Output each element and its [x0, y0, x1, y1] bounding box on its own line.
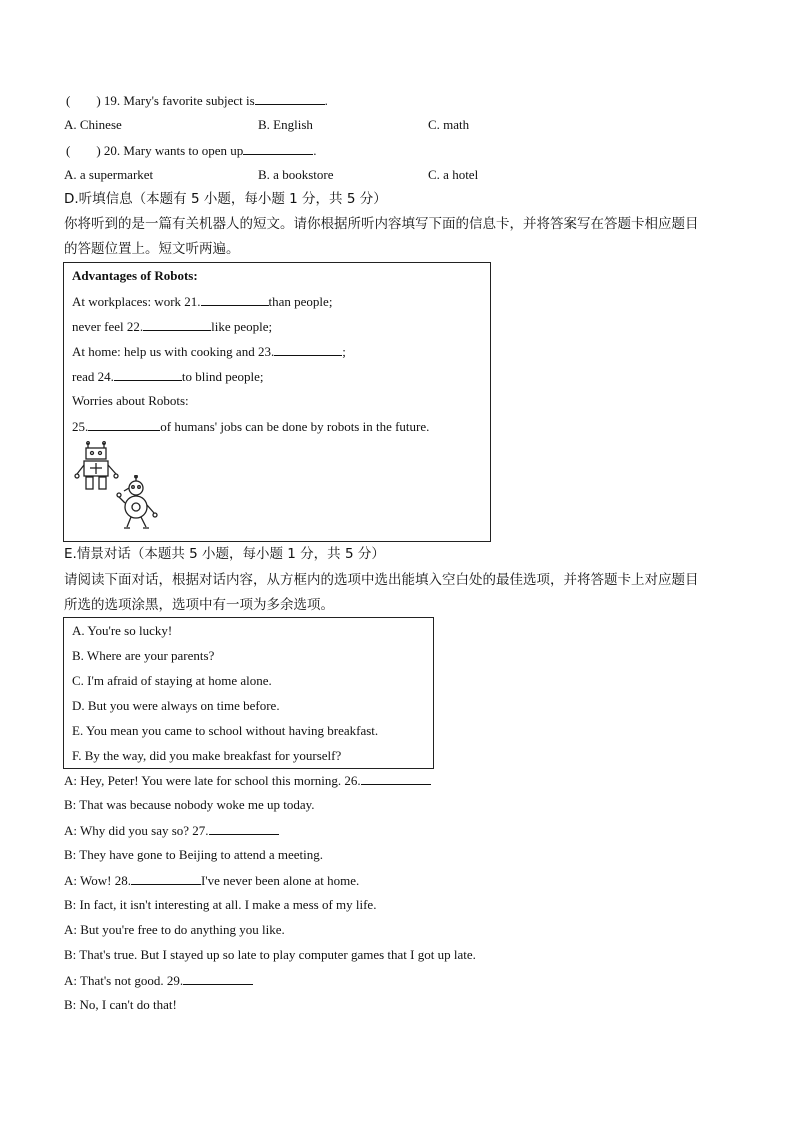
option-c: C. a hotel	[428, 167, 479, 182]
option-item: C. I'm afraid of staying at home alone.	[72, 673, 272, 688]
section-d-instructions-1: 你将听到的是一篇有关机器人的短文。请你根据所听内容填写下面的信息卡，并将答案写在答题卡相应题目	[64, 216, 699, 232]
dialog-line: A: Why did you say so? 27.	[64, 821, 279, 840]
dialog-line: B: That was because nobody woke me up today.	[64, 797, 315, 812]
answer-blank-27	[209, 821, 279, 835]
card-heading: Advantages of Robots:	[72, 268, 198, 283]
question-20: ( ) 20. Mary wants to open up .	[66, 143, 317, 158]
card-line-22: never feel 22. like people;	[72, 319, 273, 334]
dialog-line: A: Wow! 28. I've never been alone at home.	[64, 873, 360, 888]
question-stem: 20. Mary wants to open up	[103, 143, 244, 158]
info-card	[63, 262, 491, 542]
option-b: B. English	[258, 117, 313, 132]
question-19: ( ) 19. Mary's favorite subject is .	[66, 93, 328, 108]
section-d-title: D.听填信息（本题有 5 小题，每小题 1 分，共 5 分）	[64, 191, 387, 207]
card-line-25: 25. of humans' jobs can be done by robots in the future.	[72, 419, 430, 434]
dialog-line: B: They have gone to Beijing to attend a meeting.	[64, 847, 323, 862]
option-item: A. You're so lucky!	[72, 623, 173, 638]
dialog-line: A: That's not good. 29.	[64, 971, 253, 990]
answer-blank-29	[183, 971, 253, 985]
options-box	[63, 617, 434, 769]
section-d-instructions-2: 的答题位置上。短文听两遍。	[64, 241, 240, 257]
answer-blank-21	[201, 292, 269, 306]
answer-blank	[243, 141, 313, 155]
dialog-line: B: That's true. But I stayed up so late to play computer games that I got up late.	[64, 947, 476, 962]
option-a: A. a supermarket	[64, 167, 154, 182]
dialog-line: A: Hey, Peter! You were late for school this morning. 26.	[64, 771, 431, 790]
answer-blank-25	[88, 417, 160, 431]
option-item: F. By the way, did you make breakfast for yourself?	[72, 748, 342, 763]
card-line-worries: Worries about Robots:	[72, 393, 189, 408]
dialog-line: B: No, I can't do that!	[64, 997, 177, 1012]
option-b: B. a bookstore	[258, 167, 334, 182]
answer-blank-24	[114, 367, 182, 381]
option-item: D. But you were always on time before.	[72, 698, 280, 713]
option-a: A. Chinese	[64, 117, 122, 132]
card-line-23: At home: help us with cooking and 23. ;	[72, 344, 346, 359]
answer-blank-23	[274, 342, 342, 356]
question-stem: 19. Mary's favorite subject is	[103, 93, 255, 108]
option-item: E. You mean you came to school without having breakfast.	[72, 723, 379, 738]
dialog-line: B: In fact, it isn't interesting at all. I make a mess of my life.	[64, 897, 377, 912]
answer-blank-22	[143, 317, 211, 331]
card-line-21: At workplaces: work 21. than people;	[72, 294, 333, 309]
section-e-instructions-2: 所选的选项涂黑，选项中有一项为多余选项。	[64, 597, 334, 613]
option-item: B. Where are your parents?	[72, 648, 215, 663]
answer-blank-28	[131, 871, 201, 885]
section-e-title: E.情景对话（本题共 5 小题，每小题 1 分，共 5 分）	[64, 546, 385, 562]
dialog-line: A: But you're free to do anything you like.	[64, 922, 285, 937]
answer-paren: ( )	[66, 93, 101, 108]
robot-illustration-icon	[116, 475, 160, 531]
option-c: C. math	[428, 117, 470, 132]
robot-illustration-icon	[74, 441, 122, 493]
section-e-instructions-1: 请阅读下面对话，根据对话内容，从方框内的选项中选出能填入空白处的最佳选项，并将答题卡上对应题目	[64, 572, 699, 588]
card-line-24: read 24. to blind people;	[72, 369, 264, 384]
answer-paren: ( )	[66, 143, 101, 158]
answer-blank-26	[361, 771, 431, 785]
answer-blank	[255, 91, 325, 105]
